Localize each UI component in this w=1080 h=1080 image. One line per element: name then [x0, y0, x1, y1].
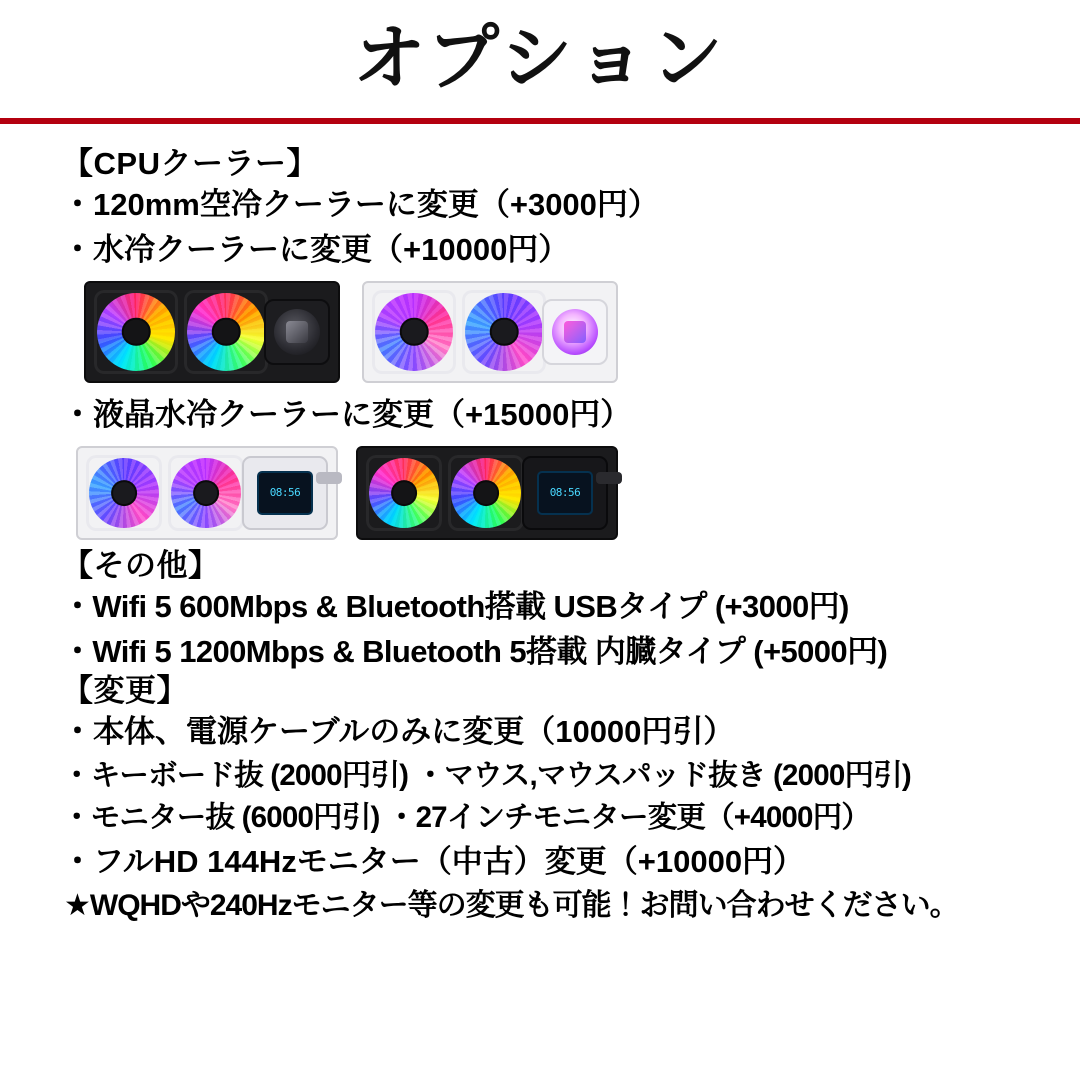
white-aio-liquid-cooler-image	[362, 281, 618, 383]
white-lcd-aio-liquid-cooler-image	[76, 446, 338, 540]
rgb-fan-icon	[94, 290, 178, 374]
radiator-black	[84, 281, 340, 383]
rgb-fan-icon	[448, 455, 524, 531]
option-line-lcd-liquid-cooler: ・液晶水冷クーラーに変更（+15000円）	[62, 396, 632, 432]
section-heading-other: 【その他】	[62, 547, 220, 583]
radiator-black-lcd	[356, 446, 618, 540]
pump-block-white	[542, 299, 608, 365]
lcd-pump-block-black	[522, 456, 608, 530]
option-line-liquid-cooler: ・水冷クーラーに変更（+10000円）	[62, 231, 570, 267]
rgb-fan-icon	[462, 290, 546, 374]
lcd-screen-clock: 08:56	[537, 471, 593, 515]
option-line-body-only: ・本体、電源ケーブルのみに変更（10000円引）	[62, 713, 735, 749]
option-line-air-cooler: ・120mm空冷クーラーに変更（+3000円）	[62, 187, 659, 222]
option-line-no-keyboard-mouse: ・キーボード抜 (2000円引) ・マウス,マウスパッド抜き (2000円引)	[62, 758, 911, 792]
option-line-monitor-change: ・モニター抜 (6000円引) ・27インチモニター変更（+4000円）	[62, 801, 871, 835]
section-heading-cpu-cooler: 【CPUクーラー】	[62, 146, 318, 181]
lcd-pump-block-white	[242, 456, 328, 530]
black-aio-liquid-cooler-image	[84, 281, 340, 383]
page-content	[0, 124, 1080, 927]
rgb-fan-icon	[366, 455, 442, 531]
black-lcd-aio-liquid-cooler-image	[356, 446, 618, 540]
coolant-tube	[596, 472, 622, 484]
cooler-image-row-1	[84, 281, 1050, 383]
rgb-fan-icon	[372, 290, 456, 374]
radiator-white	[362, 281, 618, 383]
coolant-tube	[316, 472, 342, 484]
pump-block-black	[264, 299, 330, 365]
rgb-fan-icon	[184, 290, 268, 374]
page-title: オプション	[353, 19, 727, 99]
section-heading-change: 【変更】	[62, 672, 188, 708]
radiator-white-lcd	[76, 446, 338, 540]
option-line-fullhd-144hz: ・フルHD 144Hzモニター（中古）変更（+10000円）	[62, 844, 805, 880]
cooler-image-row-2	[76, 446, 1050, 540]
lcd-screen-clock: 08:56	[257, 471, 313, 515]
rgb-fan-icon	[86, 455, 162, 531]
option-line-wifi5-600: ・Wifi 5 600Mbps & Bluetooth搭載 USBタイプ (+3000円)	[62, 588, 849, 624]
page-header	[0, 0, 1080, 118]
option-line-wifi5-1200: ・Wifi 5 1200Mbps & Bluetooth 5搭載 内臓タイプ (+5000円)	[62, 633, 888, 669]
rgb-fan-icon	[168, 455, 244, 531]
footer-note: ★WQHDや240Hzモニター等の変更も可能！お問い合わせください。	[64, 889, 959, 923]
